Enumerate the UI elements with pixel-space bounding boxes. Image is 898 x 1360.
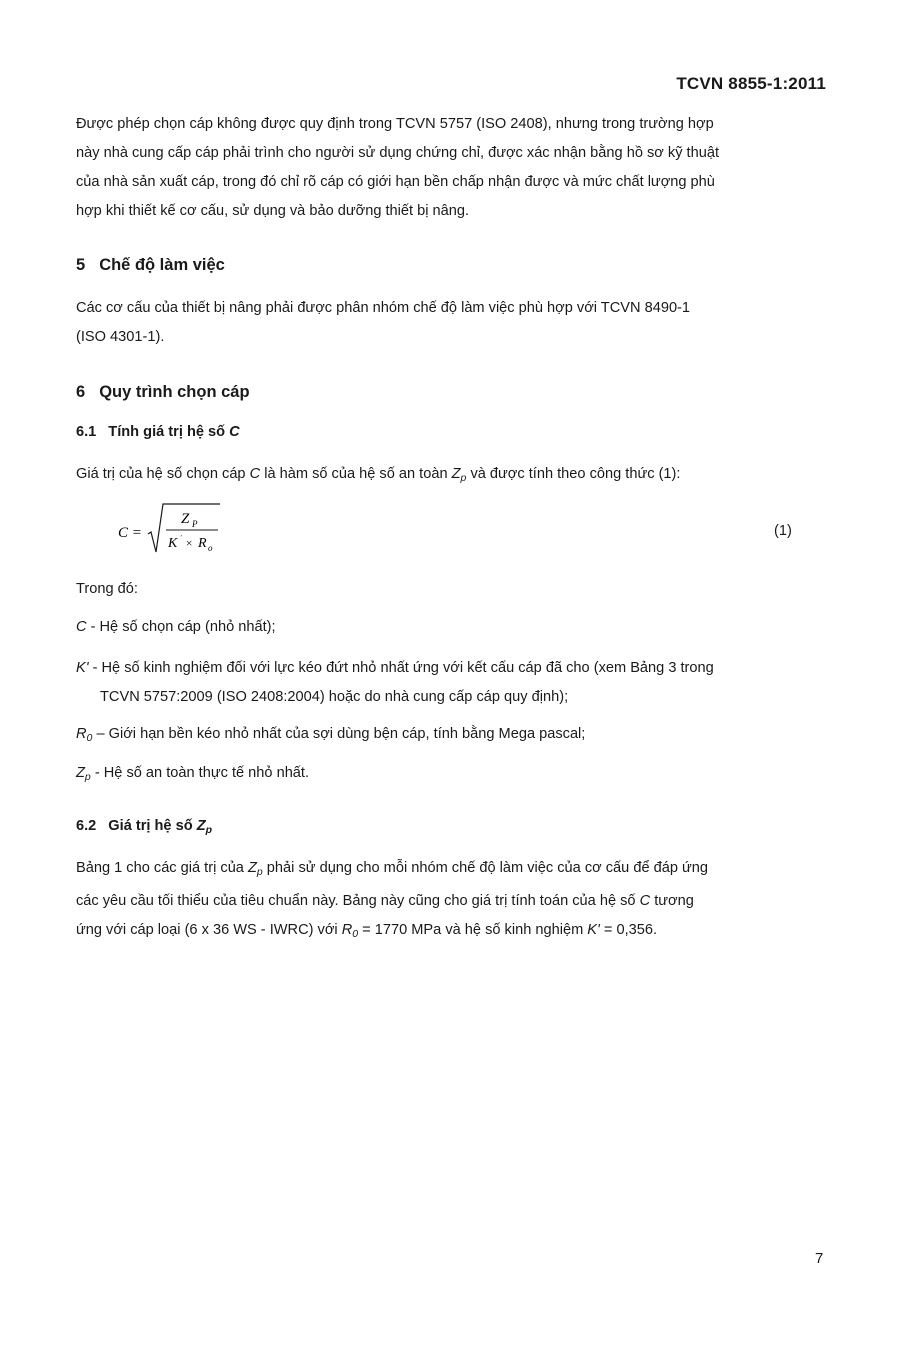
definition-z-subscript: p — [84, 771, 91, 783]
formula-denominator-r-subscript: o — [208, 543, 213, 553]
where-label: Trong đó: — [76, 581, 138, 597]
definition-k-symbol: K' — [76, 660, 89, 676]
subsection-6-2-title: Giá trị hệ số — [108, 818, 197, 834]
definition-z — [76, 759, 828, 792]
subsection-6-2-number: 6.2 — [76, 818, 97, 834]
definition-z-symbol: Z — [76, 765, 85, 781]
definition-r-subscript: 0 — [86, 732, 93, 744]
section-5-heading — [76, 256, 225, 275]
section-5-title: Chế độ làm việc — [99, 256, 225, 274]
definition-z-text: - Hệ số an toàn thực tế nhỏ nhất. — [90, 765, 310, 781]
sub2-line3-symbol-r: R — [341, 922, 353, 938]
equation-number: (1) — [774, 523, 792, 539]
intro-text-c: và được tính theo công thức (1): — [466, 466, 681, 482]
formula-lhs: C = — [118, 525, 142, 541]
sub2-line1-b: phải sử dụng cho mỗi nhóm chế độ làm việc của cơ cấu để đáp ứng — [262, 860, 709, 876]
sub2-line1-subscript: p — [256, 866, 263, 878]
section-5-number: 5 — [76, 256, 86, 274]
section-5-line-1: Các cơ cấu của thiết bị nâng phải được phân nhóm chế độ làm việc phù hợp với TCVN 8490-1 — [76, 300, 691, 316]
intro-line-1: Được phép chọn cáp không được quy định trong TCVN 5757 (ISO 2408), nhưng trong trường hợp — [76, 116, 714, 132]
formula-svg — [118, 500, 258, 564]
sub2-line3-subscript-r: 0 — [352, 928, 359, 940]
intro-paragraph — [76, 110, 828, 226]
subsection-6-1-intro — [76, 460, 828, 493]
page-number: 7 — [815, 1250, 824, 1267]
formula-numerator: Z — [181, 511, 190, 527]
section-5-line-2: (ISO 4301-1). — [76, 329, 165, 345]
subsection-6-2-symbol-subscript: p — [205, 824, 213, 836]
sub2-line3-a: ứng với cáp loại (6 x 36 WS - IWRC) với — [76, 922, 342, 938]
sub2-line1-a: Bảng 1 cho các giá trị của — [76, 860, 248, 876]
subsection-6-1-symbol: C — [229, 424, 240, 440]
formula-times: × — [185, 536, 194, 550]
subsection-6-1-heading — [76, 424, 240, 440]
sub2-line3-symbol-k: K' — [587, 922, 600, 938]
definition-r-text: – Giới hạn bền kéo nhỏ nhất của sợi dùng bện cáp, tính bằng Mega pascal; — [92, 726, 586, 742]
intro-text-b: là hàm số của hệ số an toàn — [260, 466, 452, 482]
sub2-line3-c: = 0,356. — [599, 922, 658, 938]
subsection-6-2-paragraph — [76, 854, 828, 949]
definition-r — [76, 720, 828, 753]
intro-text-a: Giá trị của hệ số chọn cáp — [76, 466, 250, 482]
definition-c-text: - Hệ số chọn cáp (nhỏ nhất); — [86, 619, 276, 635]
definition-c-symbol: C — [76, 619, 87, 635]
subsection-6-1-number: 6.1 — [76, 424, 97, 440]
subsection-6-2-symbol: Z — [196, 818, 206, 834]
sub2-line2-b: tương — [650, 893, 694, 909]
intro-line-3: của nhà sản xuất cáp, trong đó chỉ rõ cáp có giới hạn bền chấp nhận được và mức chất lượng phù — [76, 174, 715, 190]
subsection-6-1-title: Tính giá trị hệ số — [108, 424, 230, 440]
section-6-title: Quy trình chọn cáp — [99, 383, 250, 401]
formula-denominator-r: R — [198, 536, 207, 551]
sub2-line1-symbol: Z — [247, 860, 257, 876]
sub2-line3-b: = 1770 MPa và hệ số kinh nghiệm — [358, 922, 588, 938]
intro-line-2: này nhà cung cấp cáp phải trình cho người sử dụng chứng chỉ, được xác nhận bằng hồ sơ kỹ thuật — [76, 145, 720, 161]
section-6-number: 6 — [76, 383, 86, 401]
formula-k-prime-mark: ' — [180, 534, 182, 542]
definition-k-text-line-2: TCVN 5757:2009 (ISO 2408:2004) hoặc do nhà cung cấp cáp quy định); — [100, 689, 569, 705]
definition-c — [76, 613, 828, 642]
standard-code: TCVN 8855-1:2011 — [676, 74, 826, 93]
section-6-heading — [76, 383, 250, 402]
symbol-z: Z — [451, 466, 461, 482]
definition-r-symbol: R — [76, 726, 87, 742]
definition-k — [76, 654, 828, 712]
formula-numerator-subscript: P — [192, 519, 198, 529]
symbol-c: C — [249, 466, 261, 482]
sub2-line2-symbol: C — [639, 893, 651, 909]
symbol-z-subscript: p — [460, 472, 467, 484]
subsection-6-2-heading — [76, 818, 212, 836]
sub2-line2-a: các yêu cầu tối thiểu của tiêu chuẩn này. Bảng này cũng cho giá trị tính toán của hệ số — [76, 893, 640, 909]
section-5-paragraph — [76, 294, 828, 352]
intro-line-4: hợp khi thiết kế cơ cấu, sử dụng và bảo dưỡng thiết bị nâng. — [76, 203, 470, 219]
formula-denominator-k: K — [168, 536, 178, 551]
formula-1 — [118, 500, 258, 564]
definition-k-text-line-1: - Hệ số kinh nghiệm đối với lực kéo đứt nhỏ nhất ứng với kết cấu cáp đã cho (xem Bảng 3 trong — [88, 660, 714, 676]
